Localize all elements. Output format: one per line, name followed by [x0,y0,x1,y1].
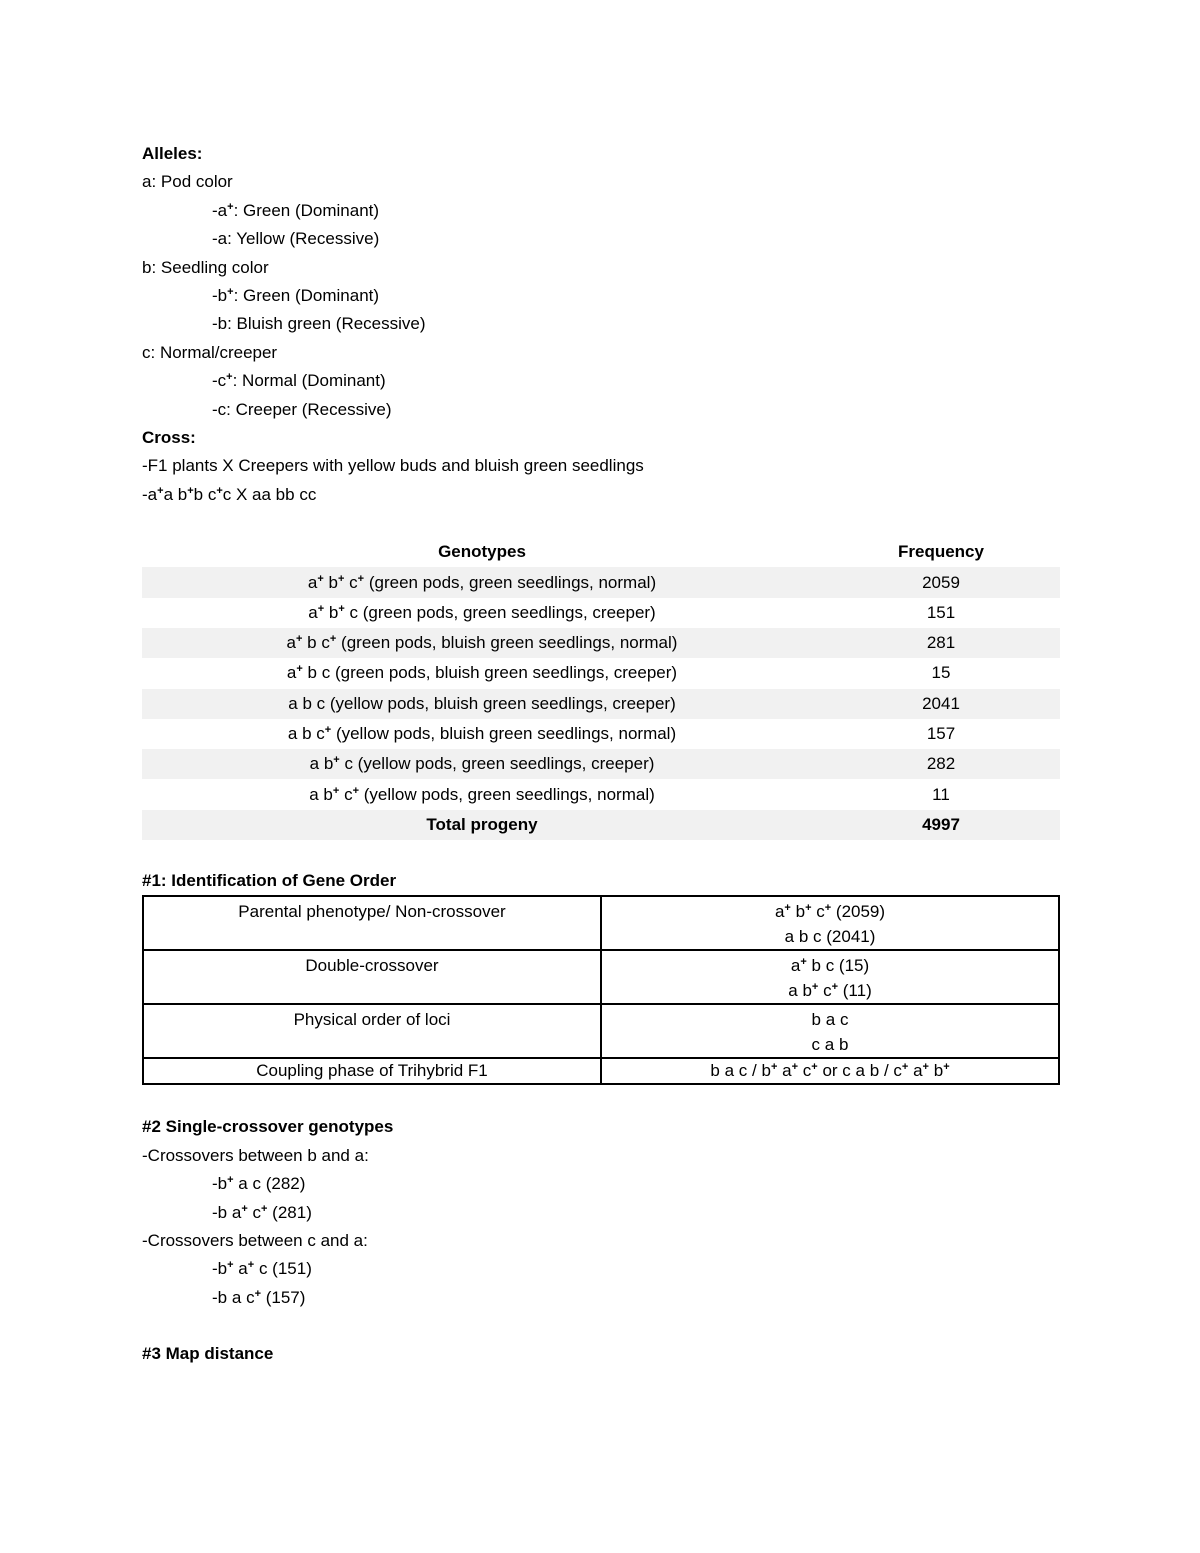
plus-sup: + [784,902,791,915]
plus-sup: + [901,1061,909,1074]
gene-order-value-line: b a c [811,1010,849,1030]
gene-order-value-line: a+ b+ c+ (2059) [774,902,886,922]
genotype-cell: a b c+ (yellow pods, bluish green seedlings, normal) [287,724,677,743]
plus-sup: + [296,633,303,646]
plus-sup: + [247,1259,255,1272]
cross-part: b c [193,484,217,504]
plus-sup: + [357,572,365,585]
plus-sup: + [800,956,807,969]
document-page [142,140,1060,1369]
allele-b-label: b: Seedling color [142,257,269,277]
genotype-row [142,779,1060,809]
plus-sup: + [922,1061,929,1074]
plus-sup: + [241,1202,248,1215]
crossover-group1-list [142,1170,1060,1227]
total-value: 4997 [822,810,1060,840]
cross-heading: Cross: [142,427,196,447]
genotype-cell: a+ b c+ (green pods, bluish green seedlings, normal) [142,628,822,658]
crossover-genotype-item: -b a+ c+ (281) [212,1202,312,1222]
allele-a-recessive: -a: Yellow (Recessive) [212,229,380,249]
gene-order-label: Physical order of loci [143,1004,601,1058]
plus-sup: + [333,754,340,767]
plus-sup: + [943,1061,950,1074]
allele-a-label: a: Pod color [142,172,233,192]
total-row [142,810,1060,840]
plus-sup: + [157,484,164,497]
alleles-heading: Alleles: [142,144,203,163]
gene-order-label: Double-crossover [143,950,601,1004]
gene-order-row [143,1058,1059,1084]
genotype-cell: a+ b+ c (green pods, green seedlings, creeper) [308,602,656,622]
gene-order-row [143,1004,1059,1058]
allele-a-dom-prefix: -a [212,200,228,220]
plus-sup: + [811,1061,818,1074]
genotypes-header: Genotypes [438,542,526,562]
plus-sup: + [324,724,332,736]
frequency-table [142,537,1060,840]
plus-sup: + [770,1061,778,1074]
allele-b-recessive: -b: Bluish green (Recessive) [212,314,426,334]
crossover-group2-label: -Crossovers between c and a: [142,1231,368,1250]
plus-sup: + [227,1259,234,1272]
plus-sup: + [216,484,223,497]
genotype-row [142,689,1060,719]
plus-sup: + [329,633,337,646]
allele-c-dom-prefix: -c [212,371,227,391]
gene-order-value-line: a b+ c+ (11) [788,981,872,1001]
allele-c-dom-suffix: : Normal (Dominant) [232,371,386,391]
gene-order-table [142,895,1060,1085]
cross-line-2 [142,481,1060,509]
genotype-cell: a+ b+ c+ (green pods, green seedlings, normal) [142,567,822,597]
frequency-cell: 281 [822,628,1060,658]
genotype-cell: a b c (yellow pods, bluish green seedlings, creeper) [142,689,822,719]
frequency-cell: 11 [932,784,950,804]
frequency-table-header [142,537,1060,567]
frequency-cell: 157 [926,724,956,743]
plus-sup: + [805,902,812,915]
allele-c-label: c: Normal/creeper [142,342,278,362]
gene-order-label: Parental phenotype/ Non-crossover [143,896,601,950]
plus-sup: + [261,1202,268,1215]
plus-sup: + [227,1174,234,1187]
allele-b-dom-suffix: : Green (Dominant) [233,285,380,305]
gene-order-value-line: a b c (2041) [784,927,876,947]
gene-order-value-line: a+ b c (15) [790,956,870,976]
gene-order-value [601,950,1059,1004]
cross-part: a b [163,484,188,504]
frequency-cell: 151 [926,602,956,622]
plus-sup: + [296,663,303,676]
frequency-header: Frequency [898,542,984,562]
frequency-cell: 282 [822,749,1060,779]
cross-part: c X aa bb cc [222,484,317,504]
allele-b-dominant [142,282,1060,310]
allele-c-dominant [142,367,1060,395]
cross-line-1: -F1 plants X Creepers with yellow buds and bluish green seedlings [142,456,644,476]
genotype-cell: a b+ c (yellow pods, green seedlings, creeper) [142,749,822,779]
section3-heading: #3 Map distance [142,1344,274,1364]
plus-sup: + [338,572,345,585]
plus-sup: + [254,1287,261,1300]
plus-sup: + [227,285,234,298]
gene-order-row [143,950,1059,1004]
gene-order-label: Coupling phase of Trihybrid F1 [143,1058,601,1084]
crossover-group2-list [142,1255,1060,1312]
total-label: Total progeny [142,810,822,840]
plus-sup: + [187,484,194,497]
gene-order-value [601,1004,1059,1058]
genotype-row [142,628,1060,658]
crossover-group1-label: -Crossovers between b and a: [142,1145,369,1165]
allele-b-dom-prefix: -b [212,285,228,305]
section2-heading: #2 Single-crossover genotypes [142,1117,394,1137]
gene-order-value [601,1058,1059,1084]
plus-sup: + [227,200,234,213]
gene-order-row [143,896,1059,950]
gene-order-table-body [143,896,1059,1084]
frequency-cell: 15 [931,663,951,683]
plus-sup: + [317,602,325,615]
allele-c-recessive: -c: Creeper (Recessive) [212,399,392,419]
plus-sup: + [352,784,359,797]
plus-sup: + [338,602,345,615]
genotype-row [142,658,1060,688]
frequency-cell: 2041 [822,689,1060,719]
gene-order-value [601,896,1059,950]
genotype-row [142,567,1060,597]
crossover-genotype-item: -b a c+ (157) [212,1287,306,1307]
crossover-genotype-item: -b+ a+ c (151) [212,1259,312,1279]
cross-part: -a [142,484,158,504]
plus-sup: + [831,981,839,994]
section1-heading: #1: Identification of Gene Order [142,871,397,891]
genotype-row [142,749,1060,779]
genotype-cell: a+ b c (green pods, bluish green seedlings, creeper) [286,663,678,683]
genotype-cell: a b+ c+ (yellow pods, green seedlings, normal) [309,784,655,804]
plus-sup: + [332,784,340,797]
plus-sup: + [824,902,832,915]
gene-order-value-line: b a c / b+ a+ c+ or c a b / c+ a+ b+ [710,1061,950,1081]
gene-order-value-line: c a b [811,1035,849,1055]
plus-sup: + [317,572,324,585]
genotype-row [142,719,1060,749]
crossover-genotype-item: -b+ a c (282) [212,1174,306,1194]
plus-sup: + [811,981,819,994]
frequency-cell: 2059 [822,567,1060,597]
genotype-row [142,598,1060,628]
allele-a-dom-suffix: : Green (Dominant) [233,200,380,220]
allele-a-dominant [142,197,1060,225]
frequency-table-body [142,567,1060,840]
plus-sup: + [791,1061,799,1074]
plus-sup: + [226,371,233,384]
